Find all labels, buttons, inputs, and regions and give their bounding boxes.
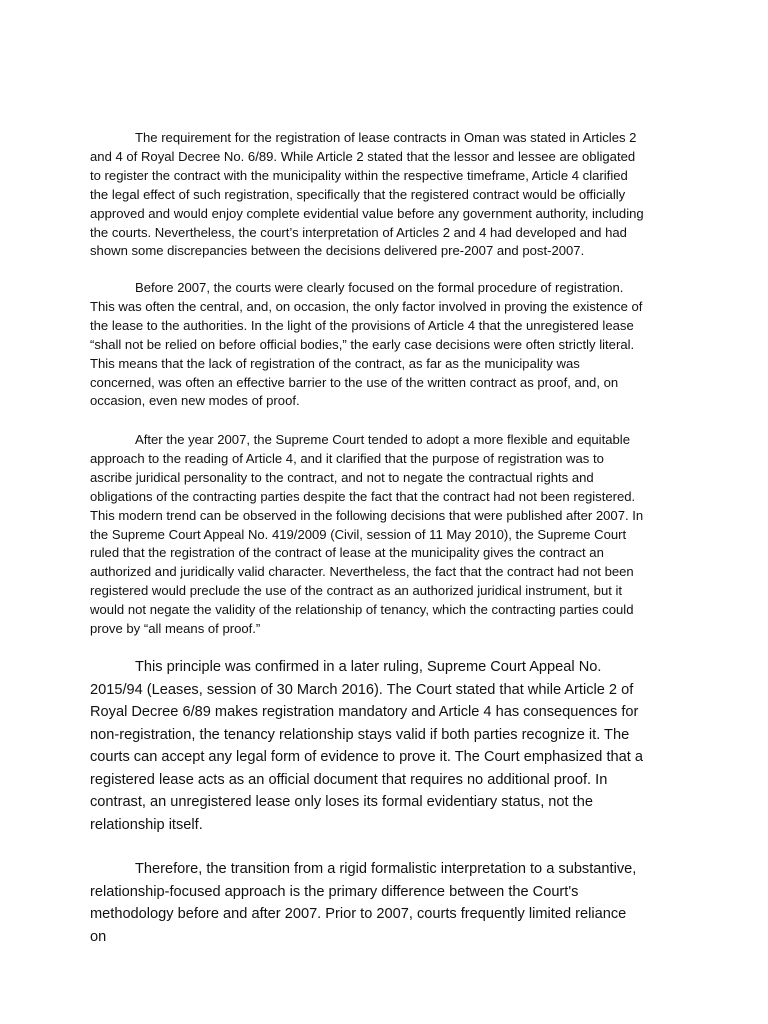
document-body — [90, 129, 646, 261]
document-body — [90, 656, 646, 836]
document-body — [90, 858, 646, 948]
document-body — [90, 279, 646, 411]
paragraph-before-2007: Before 2007, the courts were clearly focused on the formal procedure of registration. This was often the central, and, on occasion, the only factor involved in proving the existence of the lease to the authorities. In the light of the provisions of Article 4 that the unregistered lease “shall not be relied on before official bodies,” the early case decisions were often strictly literal. This means that the lack of registration of the contract, as far as the municipality was concerned, was often an effective barrier to the use of the written contract as proof, and, on occasion, even new modes of proof. — [90, 280, 643, 409]
paragraph-transition: Therefore, the transition from a rigid formalistic interpretation to a substantive, relationship-focused approach is the primary difference between the Court's methodology before and after 2007. Prior to 2007, courts frequently limited reliance on — [90, 861, 637, 945]
paragraph-after-2007: After the year 2007, the Supreme Court tended to adopt a more flexible and equitable approach to the reading of Article 4, and it clarified that the purpose of registration was to ascribe juridical personality to the contract, and not to negate the contractual rights and obligations of the contracting parties despite the fact that the contract had not been registered. This modern trend can be observed in the following decisions that were published after 2007. In the Supreme Court Appeal No. 419/2009 (Civil, session of 11 May 2010), the Supreme Court ruled that the registration of the contract of lease at the municipality gives the contract an authorized and juridically valid character. Nevertheless, the fact that the contract had not been registered would preclude the use of the contract as an authorized juridical instrument, but it would not negate the validity of the relationship of tenancy, which the contracting parties could prove by “all means of proof.” — [90, 432, 644, 637]
document-body — [90, 431, 646, 639]
paragraph-registration-requirement: The requirement for the registration of lease contracts in Oman was stated in Articles 2 and 4 of Royal Decree No. 6/89. While Article 2 stated that the lessor and lessee are obligated to register the contract with the municipality within the respective timeframe, Article 4 clarified the legal effect of such registration, specifically that the registered contract would be officially approved and would enjoy complete evidential value before any government authority, including the courts. Nevertheless, the court’s interpretation of Articles 2 and 4 had developed and had shown some discrepancies between the decisions delivered pre-2007 and post-2007. — [90, 130, 644, 259]
paragraph-principle-confirmed: This principle was confirmed in a later ruling, Supreme Court Appeal No. 2015/94 (Leases, session of 30 March 2016). The Court stated that while Article 2 of Royal Decree 6/89 makes registration mandatory and Article 4 has consequences for non-registration, the tenancy relationship stays valid if both parties recognize it. The courts can accept any legal form of evidence to prove it. The Court emphasized that a registered lease acts as an official document that requires no additional proof. In contrast, an unregistered lease only loses its formal evidentiary status, not the relationship itself. — [90, 659, 643, 833]
